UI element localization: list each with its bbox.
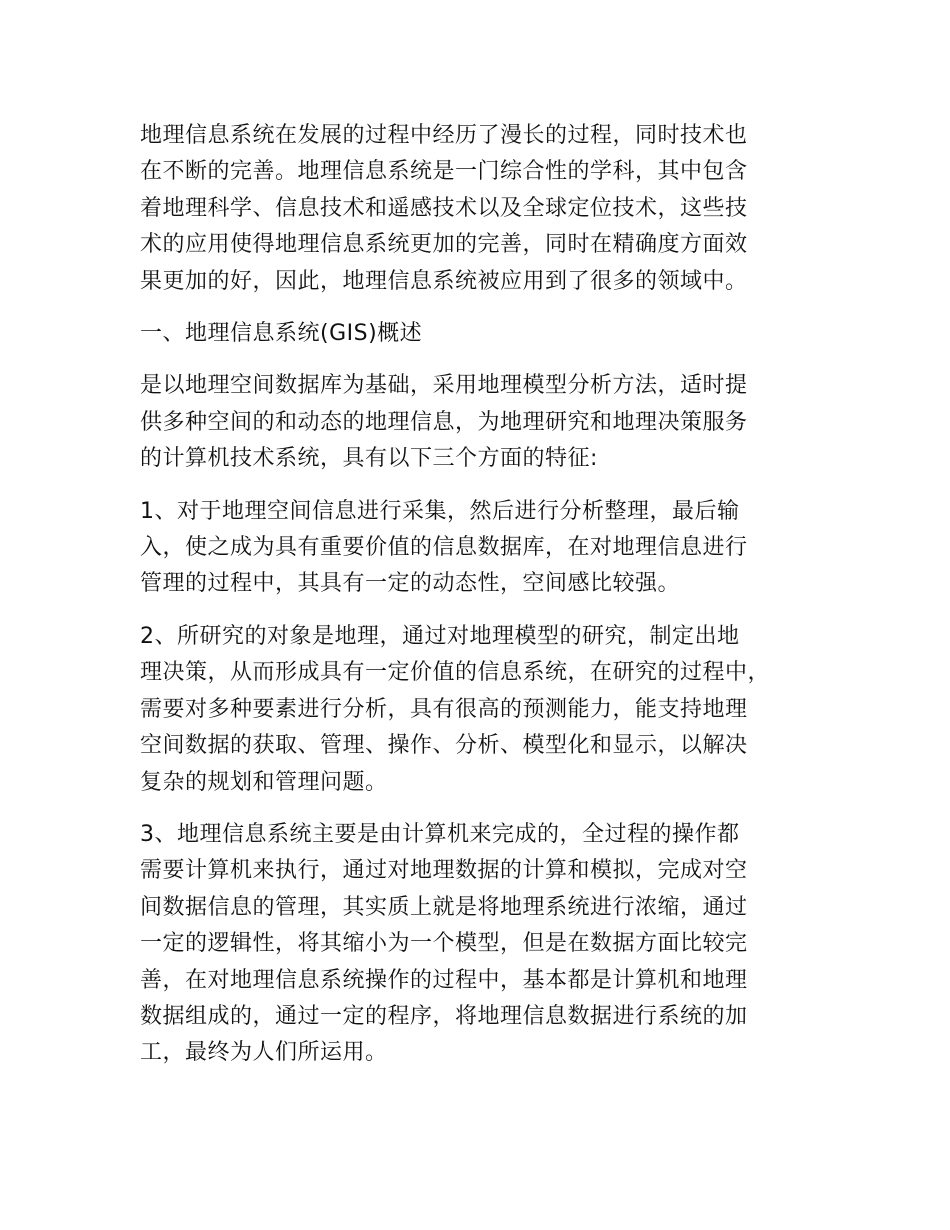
text-line: 工，最终为人们所运用。: [140, 1040, 388, 1066]
text-line: 在不断的完善。地理信息系统是一门综合性的学科，其中包含: [140, 159, 748, 185]
text-line: 数据组成的，通过一定的程序，将地理信息数据进行系统的加: [140, 1003, 748, 1029]
text-line: 供多种空间的和动态的地理信息，为地理研究和地理决策服务: [140, 409, 748, 435]
text-line: 一定的逻辑性，将其缩小为一个模型，但是在数据方面比较完: [140, 931, 748, 957]
text-line: 的计算机技术系统，具有以下三个方面的特征:: [140, 446, 598, 472]
text-line: 善，在对地理信息系统操作的过程中，基本都是计算机和地理: [140, 967, 748, 993]
text-line: 间数据信息的管理，其实质上就是将地理系统进行浓缩，通过: [140, 894, 748, 920]
text-line: 空间数据的获取、管理、操作、分析、模型化和显示，以解决: [140, 733, 748, 759]
text-line: 复杂的规划和管理问题。: [140, 769, 388, 795]
text-line: 需要对多种要素进行分析，具有很高的预测能力，能支持地理: [140, 696, 748, 722]
text-line: 管理的过程中，其具有一定的动态性，空间感比较强。: [140, 571, 681, 597]
intro-paragraph: [140, 118, 816, 300]
point-3-paragraph: [140, 817, 816, 1072]
document-body: [140, 118, 816, 1088]
text-line: 是以地理空间数据库为基础，采用地理模型分析方法，适时提: [140, 373, 748, 399]
text-line: 术的应用使得地理信息系统更加的完善，同时在精确度方面效: [140, 232, 748, 258]
text-line: 1、对于地理空间信息进行采集，然后进行分析整理，最后输: [140, 498, 740, 524]
text-line: 2、所研究的对象是地理，通过对地理模型的研究，制定出地: [140, 623, 740, 649]
text-line: 着地理科学、信息技术和遥感技术以及全球定位技术，这些技: [140, 195, 748, 221]
section-heading: 一、地理信息系统(GIS)概述: [140, 321, 423, 347]
text-line: 地理信息系统在发展的过程中经历了漫长的过程，同时技术也: [140, 123, 748, 148]
text-line: 入，使之成为具有重要价值的信息数据库，在对地理信息进行: [140, 535, 748, 561]
point-2-paragraph: [140, 619, 816, 801]
text-line: 需要计算机来执行，通过对地理数据的计算和模拟，完成对空: [140, 858, 748, 884]
text-line: 理决策，从而形成具有一定价值的信息系统，在研究的过程中，: [140, 660, 771, 686]
definition-paragraph: [140, 368, 816, 477]
text-line: 果更加的好，因此，地理信息系统被应用到了很多的领域中。: [140, 268, 748, 294]
text-line: 3、地理信息系统主要是由计算机来完成的，全过程的操作都: [140, 821, 740, 847]
point-1-paragraph: [140, 494, 816, 603]
